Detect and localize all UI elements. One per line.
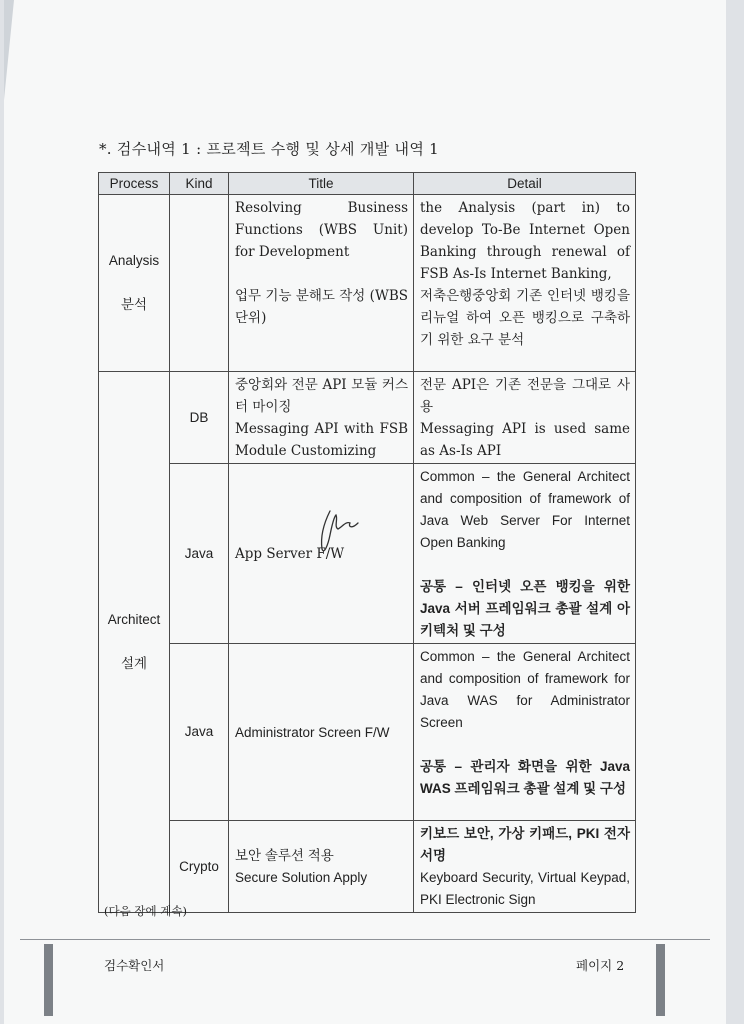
footer-divider — [20, 939, 710, 940]
detail-crypto-ko: 키보드 보안, 가상 키패드, PKI 전자서명 — [420, 826, 630, 863]
title-crypto-ko: 보안 솔루션 적용 — [235, 848, 334, 863]
table-row-analysis — [99, 195, 636, 372]
handwritten-signature-icon — [316, 505, 364, 557]
kind-java-admin: Java — [170, 644, 229, 821]
kind-crypto: Crypto — [170, 821, 229, 913]
title-db-en: Messaging API with FSB Module Customizing — [235, 421, 408, 459]
detail-analysis — [414, 195, 636, 372]
footer-bar-right — [656, 944, 665, 1016]
header-detail: Detail — [414, 173, 636, 195]
detail-java-admin-ko: 공통 – 관리자 화면을 위한 Java WAS 프레임워크 총괄 설계 및 구성 — [420, 759, 630, 796]
kind-analysis — [170, 195, 229, 372]
table-header-row — [99, 173, 636, 195]
process-architect — [99, 372, 170, 913]
document-page — [4, 0, 726, 1024]
table-row-crypto — [99, 821, 636, 913]
detail-java-admin-en: Common – the General Architect and composition of framework for Java WAS for Administrator Screen — [420, 649, 630, 730]
process-architect-ko: 설계 — [120, 656, 148, 671]
detail-java-app-en: Common – the General Architect and composition of framework of Java Web Server For Internet Open Banking — [420, 469, 630, 550]
process-analysis — [99, 195, 170, 372]
detail-db — [414, 372, 636, 464]
kind-db: DB — [170, 372, 229, 464]
inspection-table — [98, 172, 636, 913]
table-row-db — [99, 372, 636, 464]
table-row-java-admin — [99, 644, 636, 821]
title-crypto-en: Secure Solution Apply — [235, 870, 368, 885]
detail-analysis-ko: 저축은행중앙회 기존 인터넷 뱅킹을 리뉴얼 하여 오픈 뱅킹으로 구축하기 위한 요구 분석 — [420, 288, 630, 348]
page-corner-shadow — [4, 0, 14, 100]
continued-note: (다음 장에 계속) — [104, 904, 187, 918]
kind-java-app: Java — [170, 464, 229, 644]
header-kind: Kind — [170, 173, 229, 195]
header-title: Title — [229, 173, 414, 195]
header-process: Process — [99, 173, 170, 195]
detail-db-en: Messaging API is used same as As-Is API — [420, 421, 630, 459]
footer-bar-left — [44, 944, 53, 1016]
footer-page-number: 페이지 2 — [576, 958, 625, 973]
title-analysis-en: Resolving Business Functions (WBS Unit) for Development — [235, 200, 408, 260]
process-architect-en: Architect — [107, 612, 161, 627]
footer-document-name: 검수확인서 — [104, 958, 165, 973]
process-analysis-en: Analysis — [108, 253, 160, 268]
title-crypto — [229, 821, 414, 913]
detail-analysis-en: the Analysis (part in) to develop To-Be Internet Open Banking through renewal of FSB As-Is Internet Banking, — [420, 200, 630, 282]
table-row-java-app — [99, 464, 636, 644]
detail-java-app-ko: 공통 – 인터넷 오픈 뱅킹을 위한 Java 서버 프레임워크 총괄 설계 아키텍처 및 구성 — [420, 579, 630, 638]
title-java-admin: Administrator Screen F/W — [229, 644, 414, 821]
title-analysis-ko: 업무 기능 분해도 작성 (WBS 단위) — [235, 288, 408, 326]
detail-db-ko: 전문 API은 기존 전문을 그대로 사용 — [420, 377, 630, 415]
detail-crypto — [414, 821, 636, 913]
section-heading: *. 검수내역 1 : 프로젝트 수행 및 상세 개발 내역 1 — [99, 140, 440, 158]
title-java-app: App Server F/W — [229, 464, 414, 644]
title-db — [229, 372, 414, 464]
detail-crypto-en: Keyboard Security, Virtual Keypad, PKI Electronic Sign — [420, 870, 630, 907]
detail-java-app — [414, 464, 636, 644]
process-analysis-ko: 분석 — [120, 297, 148, 312]
title-db-ko: 중앙회와 전문 API 모듈 커스터 마이징 — [235, 377, 408, 415]
title-analysis — [229, 195, 414, 372]
detail-java-admin — [414, 644, 636, 821]
